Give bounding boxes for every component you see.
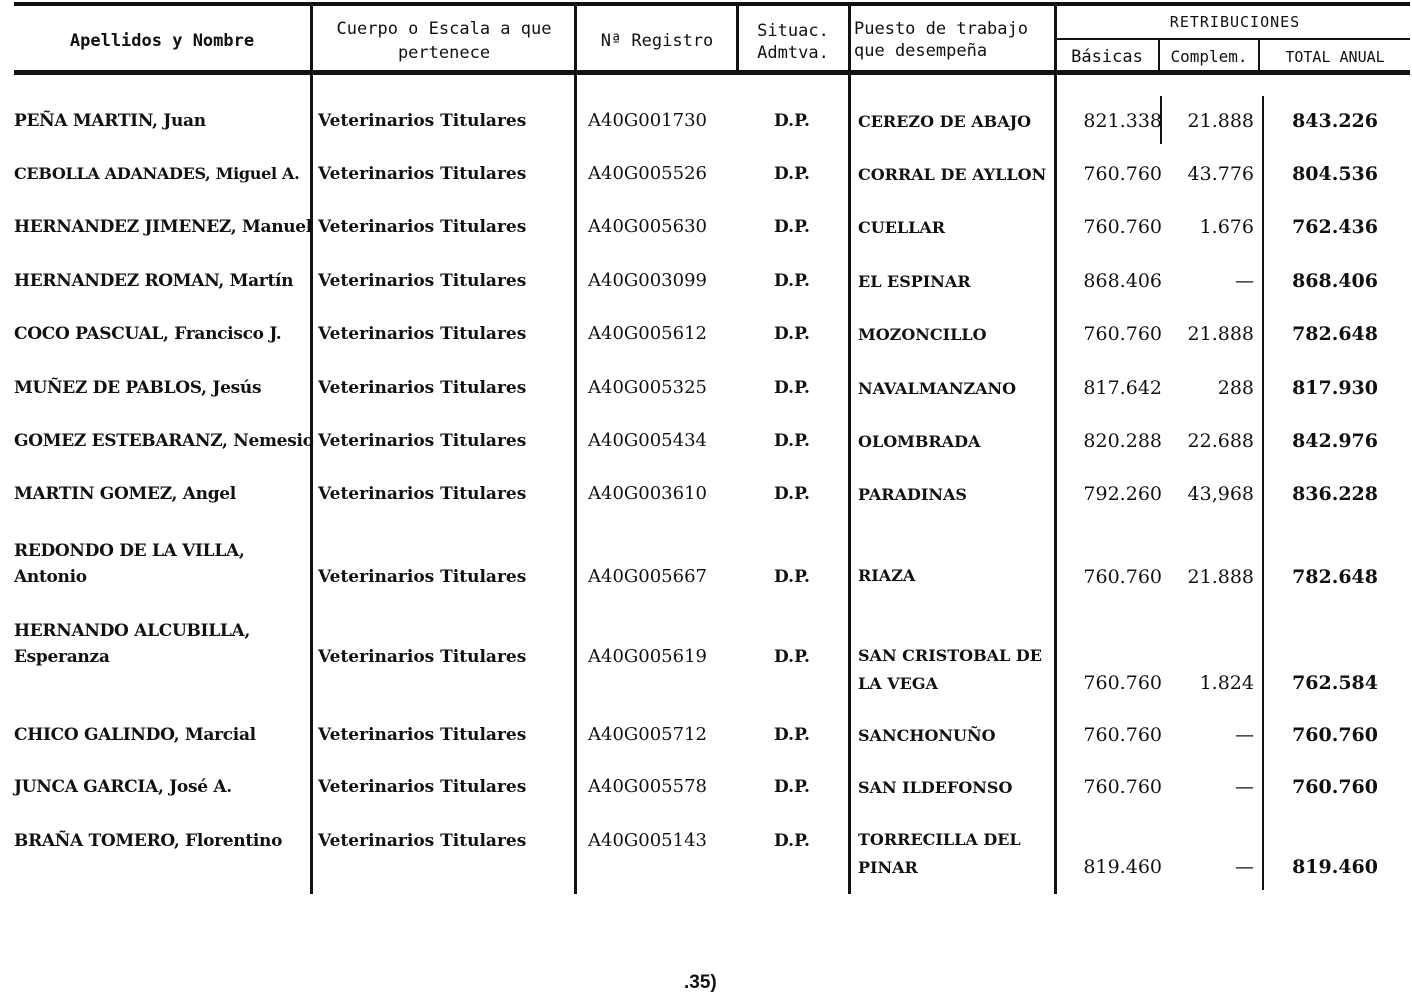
- cell-puesto: CEREZO DE ABAJO: [858, 112, 1032, 131]
- cell-total: 760.760: [1292, 776, 1378, 798]
- cell-basicas: 817.642: [1083, 377, 1162, 399]
- cell-registro: A40G005325: [588, 377, 707, 398]
- cell-nombre: COCO PASCUAL, Francisco J.: [14, 324, 282, 344]
- page-number: .35): [684, 972, 717, 993]
- cell-total: 804.536: [1292, 163, 1378, 185]
- cell-complem: 21.888: [1187, 110, 1254, 132]
- cell-total: 760.760: [1292, 724, 1378, 746]
- cell-nombre: MARTIN GOMEZ, Angel: [14, 484, 236, 504]
- cell-complem: 21.888: [1187, 323, 1254, 345]
- cell-total: 842.976: [1292, 430, 1378, 452]
- cell-basicas: 821.338: [1083, 110, 1162, 132]
- column-divider: [736, 4, 739, 72]
- cell-complem: 1.676: [1199, 216, 1254, 238]
- cell-total: 782.648: [1292, 323, 1378, 345]
- cell-situacion: D.P.: [774, 484, 810, 504]
- cell-nombre: HERNANDEZ JIMENEZ, Manuel: [14, 217, 312, 237]
- header-cuerpo-line2: pertenece: [397, 43, 491, 63]
- cell-cuerpo: Veterinarios Titulares: [318, 831, 527, 851]
- cell-puesto: SAN ILDEFONSO: [858, 778, 1013, 797]
- cell-nombre: REDONDO DE LA VILLA, Antonio: [14, 541, 245, 587]
- cell-total: 843.226: [1292, 110, 1378, 132]
- cell-puesto: SAN CRISTOBAL DE LA VEGA: [858, 646, 1042, 693]
- cell-nombre: CEBOLLA ADANADES, Miguel A.: [14, 164, 300, 183]
- cell-cuerpo: Veterinarios Titulares: [318, 111, 527, 131]
- column-divider: [1258, 40, 1260, 72]
- table-row: [0, 618, 1412, 702]
- cell-cuerpo: Veterinarios Titulares: [318, 324, 527, 344]
- cell-nombre: PEÑA MARTIN, Juan: [14, 111, 206, 131]
- cell-cuerpo: Veterinarios Titulares: [318, 431, 527, 451]
- cell-puesto: RIAZA: [858, 566, 916, 585]
- header-situacion-line2: Admtva.: [757, 43, 829, 63]
- cell-complem: —: [1235, 856, 1254, 878]
- cell-total: 819.460: [1292, 856, 1378, 878]
- cell-situacion: D.P.: [774, 725, 810, 745]
- cell-puesto: CORRAL DE AYLLON: [858, 165, 1047, 184]
- table-row: [0, 161, 1412, 213]
- cell-cuerpo: Veterinarios Titulares: [318, 378, 527, 398]
- cell-situacion: D.P.: [774, 378, 810, 398]
- header-situacion-line1: Situac.: [757, 21, 829, 41]
- cell-registro: A40G005143: [588, 830, 707, 851]
- cell-complem: —: [1235, 724, 1254, 746]
- cell-situacion: D.P.: [774, 217, 810, 237]
- cell-basicas: 819.460: [1083, 856, 1162, 878]
- cell-registro: A40G005667: [588, 566, 707, 587]
- cell-registro: A40G001730: [588, 110, 707, 131]
- table-row: [0, 481, 1412, 533]
- cell-situacion: D.P.: [774, 777, 810, 797]
- cell-situacion: D.P.: [774, 431, 810, 451]
- table-row: [0, 108, 1412, 160]
- cell-total: 868.406: [1292, 270, 1378, 292]
- table-row: [0, 722, 1412, 774]
- cell-complem: 22.688: [1187, 430, 1254, 452]
- cell-cuerpo: Veterinarios Titulares: [318, 777, 527, 797]
- header-complem: Complem.: [1170, 47, 1248, 66]
- cell-total: 762.584: [1292, 672, 1378, 694]
- cell-complem: 21.888: [1187, 566, 1254, 588]
- top-rule: [14, 2, 1410, 6]
- header-puesto-line1: Puesto de trabajo: [854, 19, 1028, 39]
- cell-complem: 43,968: [1187, 483, 1254, 505]
- cell-puesto: MOZONCILLO: [858, 325, 987, 344]
- cell-complem: 43.776: [1187, 163, 1254, 185]
- cell-registro: A40G005612: [588, 323, 707, 344]
- cell-basicas: 760.760: [1083, 672, 1162, 694]
- cell-registro: A40G003610: [588, 483, 707, 504]
- cell-cuerpo: Veterinarios Titulares: [318, 484, 527, 504]
- table-row: [0, 375, 1412, 427]
- cell-basicas: 868.406: [1083, 270, 1162, 292]
- cell-situacion: D.P.: [774, 647, 810, 667]
- table-row: [0, 828, 1412, 892]
- cell-total: 836.228: [1292, 483, 1378, 505]
- cell-complem: —: [1235, 776, 1254, 798]
- header-registro: Nª Registro: [600, 31, 714, 51]
- cell-situacion: D.P.: [774, 164, 810, 184]
- cell-registro: A40G005712: [588, 724, 707, 745]
- cell-situacion: D.P.: [774, 831, 810, 851]
- cell-nombre: HERNANDEZ ROMAN, Martín: [14, 271, 294, 291]
- cell-registro: A40G005630: [588, 216, 707, 237]
- retribuciones-subrule: [1054, 38, 1410, 40]
- table-row: [0, 428, 1412, 480]
- cell-complem: 288: [1217, 377, 1254, 399]
- cell-puesto: SANCHONUÑO: [858, 726, 996, 745]
- cell-basicas: 760.760: [1083, 724, 1162, 746]
- header-total: TOTAL ANUAL: [1285, 48, 1385, 66]
- cell-registro: A40G005578: [588, 776, 707, 797]
- cell-registro: A40G005619: [588, 646, 707, 667]
- cell-nombre: CHICO GALINDO, Marcial: [14, 725, 256, 745]
- cell-nombre: GOMEZ ESTEBARANZ, Nemesio: [14, 431, 314, 451]
- table-row: [0, 268, 1412, 320]
- cell-basicas: 760.760: [1083, 163, 1162, 185]
- cell-cuerpo: Veterinarios Titulares: [318, 271, 527, 291]
- cell-puesto: NAVALMANZANO: [858, 379, 1017, 398]
- cell-situacion: D.P.: [774, 324, 810, 344]
- header-rule: [14, 70, 1410, 75]
- cell-total: 762.436: [1292, 216, 1378, 238]
- header-nombre: Apellidos y Nombre: [69, 31, 255, 51]
- cell-basicas: 760.760: [1083, 776, 1162, 798]
- header-puesto-line2: que desempeña: [854, 41, 988, 61]
- cell-basicas: 792.260: [1083, 483, 1162, 505]
- cell-total: 817.930: [1292, 377, 1378, 399]
- header-retribuciones: RETRIBUCIONES: [1169, 13, 1301, 31]
- header-cuerpo-line1: Cuerpo o Escala a que: [336, 19, 552, 39]
- cell-nombre: BRAÑA TOMERO, Florentino: [14, 831, 283, 851]
- cell-basicas: 760.760: [1083, 566, 1162, 588]
- cell-cuerpo: Veterinarios Titulares: [318, 567, 527, 587]
- cell-puesto: OLOMBRADA: [858, 432, 981, 451]
- table-row: [0, 321, 1412, 373]
- cell-situacion: D.P.: [774, 567, 810, 587]
- cell-total: 782.648: [1292, 566, 1378, 588]
- cell-basicas: 760.760: [1083, 216, 1162, 238]
- cell-basicas: 820.288: [1083, 430, 1162, 452]
- cell-nombre: HERNANDO ALCUBILLA, Esperanza: [14, 621, 251, 667]
- cell-registro: A40G005434: [588, 430, 707, 451]
- cell-registro: A40G003099: [588, 270, 707, 291]
- cell-nombre: MUÑEZ DE PABLOS, Jesús: [14, 378, 262, 398]
- cell-cuerpo: Veterinarios Titulares: [318, 725, 527, 745]
- cell-registro: A40G005526: [588, 163, 707, 184]
- cell-nombre: JUNCA GARCIA, José A.: [14, 777, 232, 797]
- cell-complem: —: [1235, 270, 1254, 292]
- cell-situacion: D.P.: [774, 271, 810, 291]
- cell-cuerpo: Veterinarios Titulares: [318, 217, 527, 237]
- cell-puesto: EL ESPINAR: [858, 272, 971, 291]
- cell-basicas: 760.760: [1083, 323, 1162, 345]
- table-row: [0, 774, 1412, 826]
- cell-puesto: CUELLAR: [858, 218, 946, 237]
- cell-puesto: TORRECILLA DEL PINAR: [858, 830, 1021, 877]
- cell-situacion: D.P.: [774, 111, 810, 131]
- cell-complem: 1.824: [1199, 672, 1254, 694]
- table-row: [0, 538, 1412, 608]
- cell-puesto: PARADINAS: [858, 485, 967, 504]
- header-basicas: Básicas: [1071, 47, 1143, 67]
- table-row: [0, 214, 1412, 266]
- cell-cuerpo: Veterinarios Titulares: [318, 164, 527, 184]
- cell-cuerpo: Veterinarios Titulares: [318, 647, 527, 667]
